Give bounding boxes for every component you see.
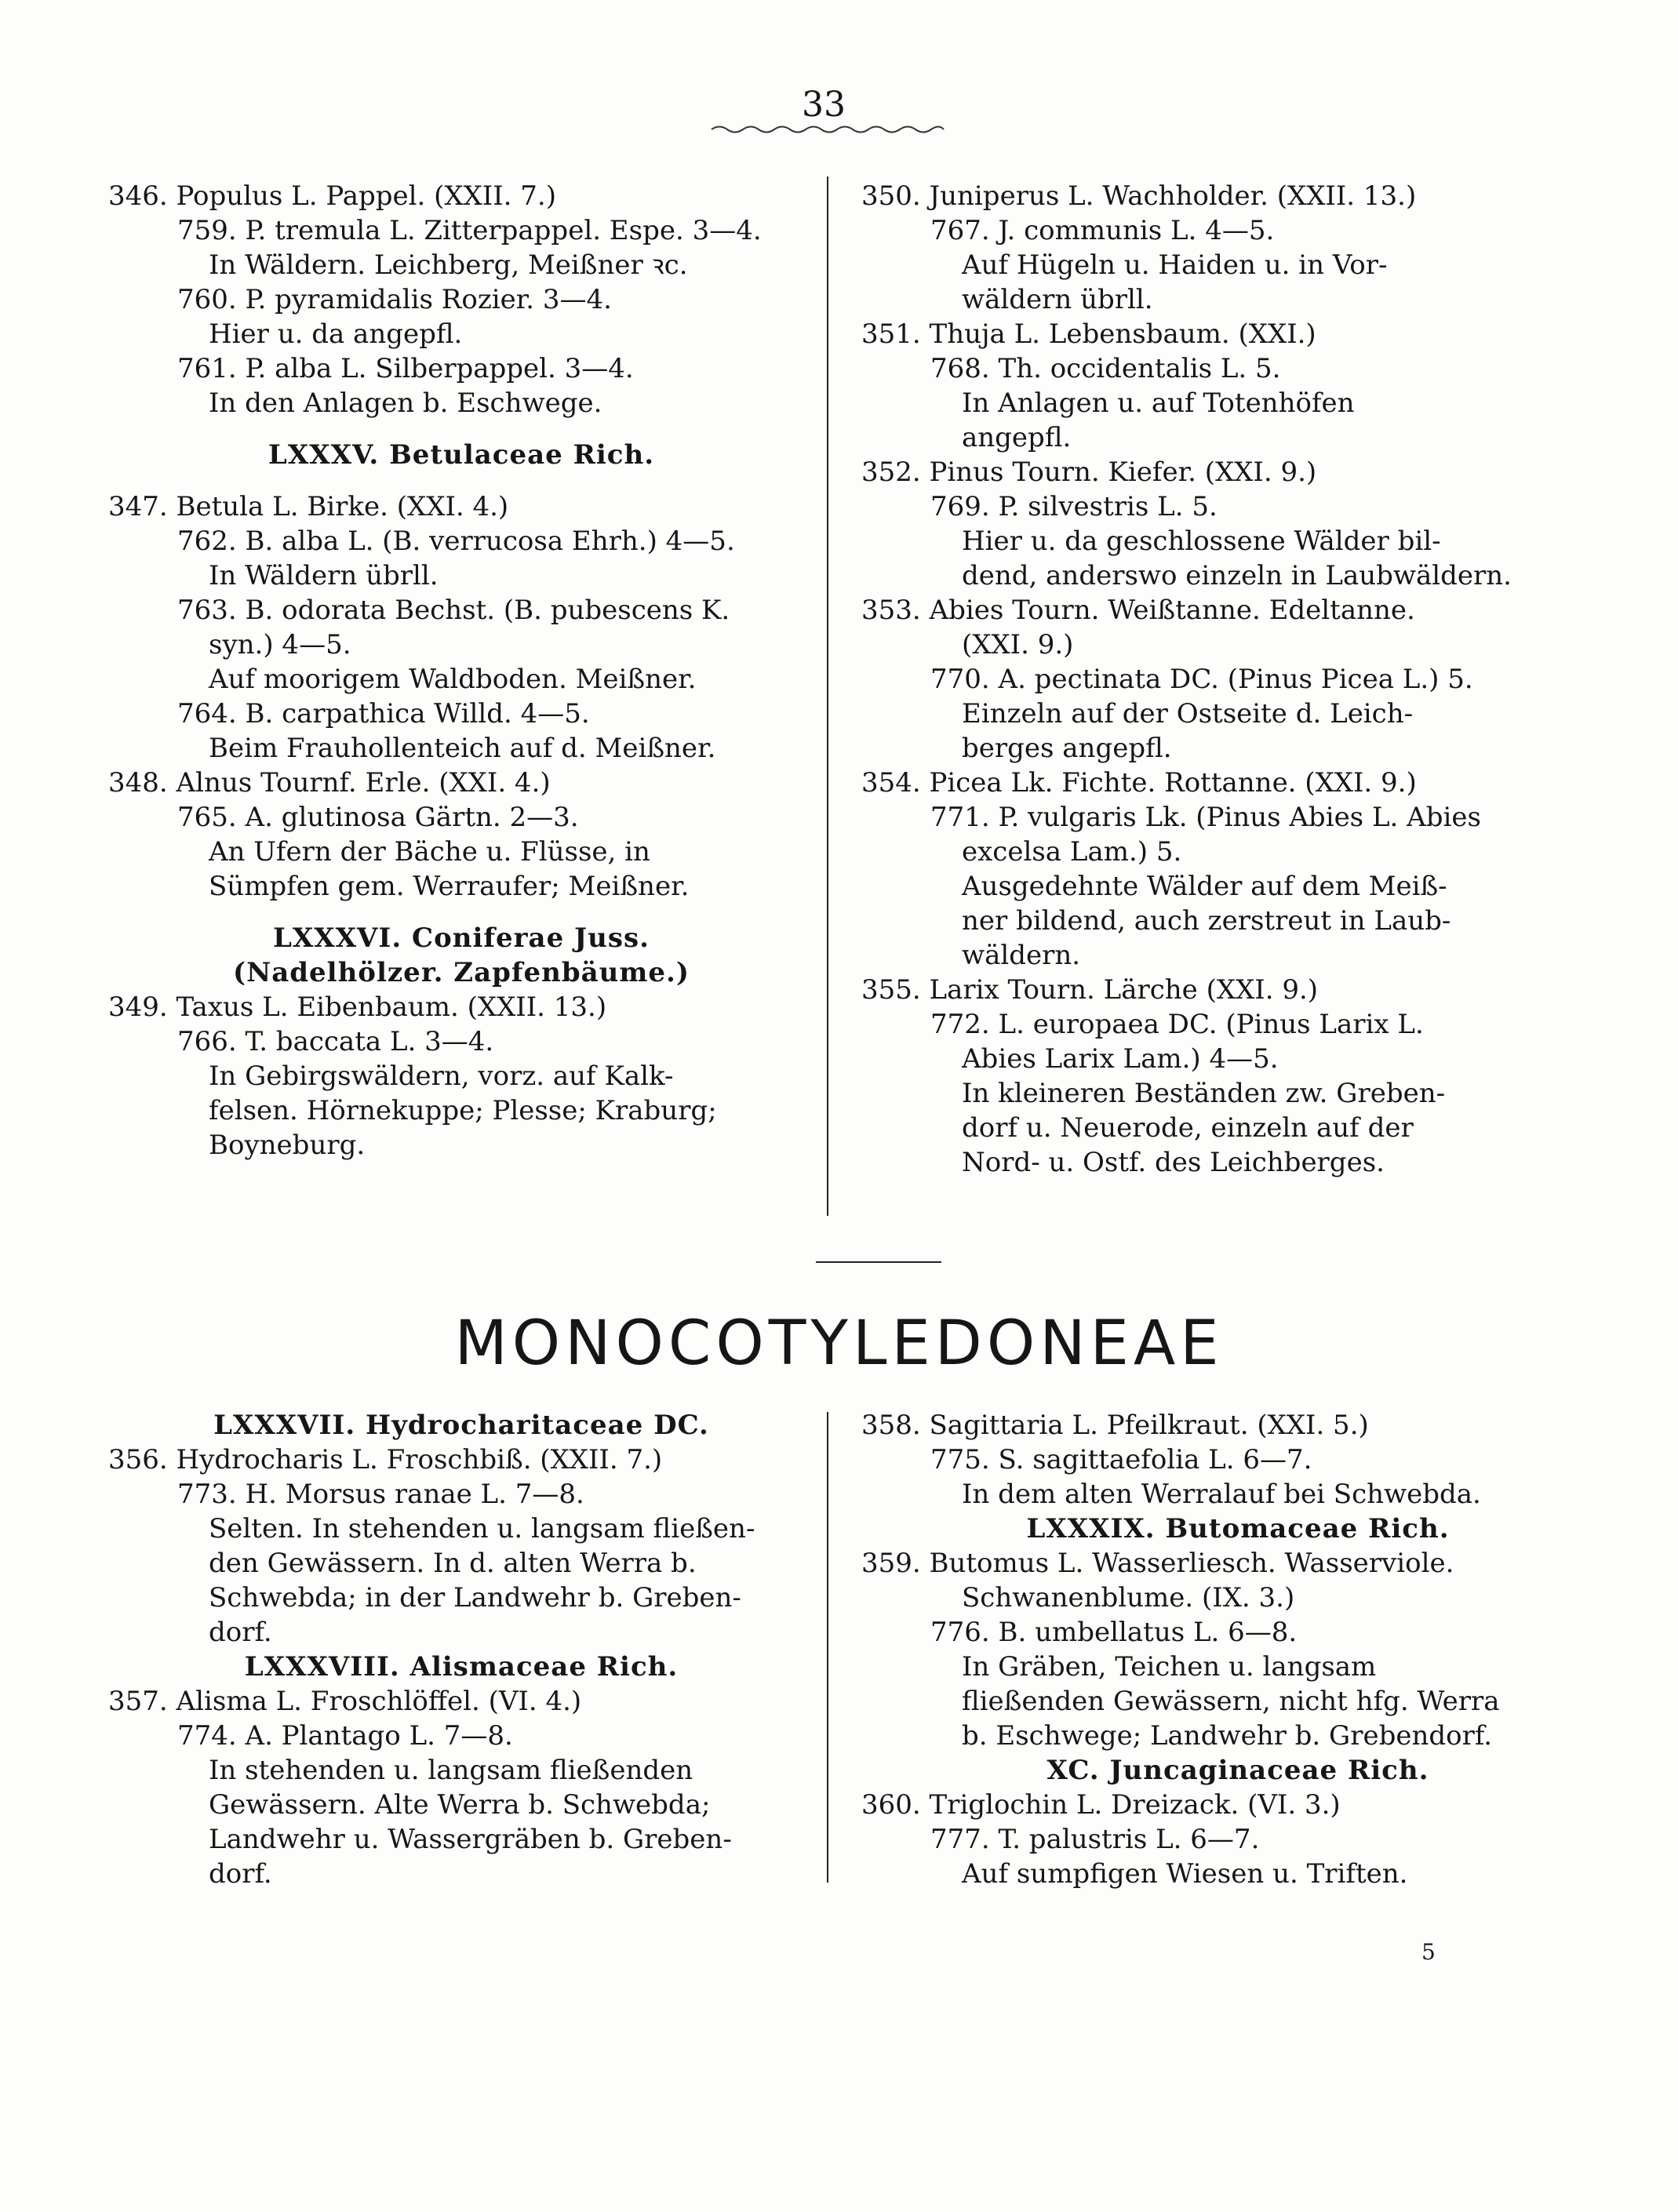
- entry-line: Selten. In stehenden u. langsam fließen-: [209, 1513, 755, 1544]
- entry-line: 355. Larix Tourn. Lärche (XXI. 9.): [861, 974, 1319, 1006]
- section-rule: [816, 1261, 941, 1263]
- family-heading: XC. Juncaginaceae Rich.: [1046, 1755, 1429, 1786]
- entry-line: Auf Hügeln u. Haiden u. in Vor-: [962, 249, 1388, 281]
- entry-line: Hier u. da angepfl.: [209, 318, 463, 350]
- spacer: [108, 420, 814, 438]
- entry-line: 777. T. palustris L. 6—7.: [930, 1824, 1260, 1855]
- entry-line: Schwanenblume. (IX. 3.): [962, 1582, 1295, 1614]
- entry-line: fließenden Gewässern, nicht hfg. Werra: [962, 1686, 1500, 1717]
- entry-line: 349. Taxus L. Eibenbaum. (XXII. 13.): [108, 991, 607, 1023]
- entry-line: 353. Abies Tourn. Weißtanne. Edeltanne.: [861, 595, 1415, 626]
- entry-line: In Gebirgswäldern, vorz. auf Kalk-: [209, 1061, 674, 1092]
- entry-line: 776. B. umbellatus L. 6—8.: [930, 1617, 1298, 1648]
- entry-line: In stehenden u. langsam fließenden: [209, 1755, 693, 1786]
- entry-line: 768. Th. occidentalis L. 5.: [930, 353, 1281, 384]
- entry-line: 764. B. carpathica Willd. 4—5.: [177, 698, 590, 729]
- column-divider-bottom: [827, 1412, 828, 1883]
- entry-line: 766. T. baccata L. 3—4.: [177, 1026, 494, 1057]
- family-heading: LXXXVII. Hydrocharitaceae DC.: [213, 1410, 709, 1441]
- bottom-right-column: [861, 1408, 1614, 1891]
- entry-line: berges angepfl.: [962, 733, 1172, 764]
- top-left-column: [108, 179, 814, 1162]
- entry-line: 346. Populus L. Pappel. (XXII. 7.): [108, 180, 556, 212]
- page-number: 33: [802, 85, 846, 125]
- entry-line: 765. A. glutinosa Gärtn. 2—3.: [177, 802, 579, 833]
- entry-line: 775. S. sagittaefolia L. 6—7.: [930, 1444, 1312, 1475]
- entry-line: Hier u. da geschlossene Wälder bil-: [962, 526, 1441, 557]
- entry-line: syn.) 4—5.: [209, 629, 351, 660]
- entry-line: Einzeln auf der Ostseite d. Leich-: [962, 698, 1414, 729]
- entry-line: 351. Thuja L. Lebensbaum. (XXI.): [861, 318, 1316, 350]
- entry-line: dorf.: [209, 1617, 272, 1648]
- entry-line: Abies Larix Lam.) 4—5.: [962, 1043, 1279, 1075]
- entry-line: Ausgedehnte Wälder auf dem Meiß-: [962, 871, 1447, 902]
- entry-line: 356. Hydrocharis L. Froschbiß. (XXII. 7.): [108, 1444, 663, 1475]
- entry-line: 772. L. europaea DC. (Pinus Larix L.: [930, 1009, 1424, 1040]
- entry-line: wäldern.: [962, 940, 1081, 971]
- entry-line: 759. P. tremula L. Zitterpappel. Espe. 3—4.: [177, 215, 762, 246]
- entry-line: wäldern übrll.: [962, 284, 1153, 315]
- family-heading: LXXXVI. Coniferae Juss.: [273, 922, 650, 954]
- entry-line: In dem alten Werralauf bei Schwebda.: [962, 1479, 1481, 1510]
- entry-line: 771. P. vulgaris Lk. (Pinus Abies L. Abies: [930, 802, 1481, 833]
- entry-line: 763. B. odorata Bechst. (B. pubescens K.: [177, 595, 730, 626]
- entry-line: felsen. Hörnekuppe; Plesse; Kraburg;: [209, 1095, 717, 1126]
- entry-line: 770. A. pectinata DC. (Pinus Picea L.) 5.: [930, 664, 1473, 695]
- entry-line: Gewässern. Alte Werra b. Schwebda;: [209, 1789, 711, 1821]
- entry-line: excelsa Lam.) 5.: [962, 836, 1182, 868]
- entry-line: 774. A. Plantago L. 7—8.: [177, 1720, 513, 1752]
- family-heading: LXXXIX. Butomaceae Rich.: [1026, 1513, 1450, 1544]
- section-title: MONOCOTYLEDONEAE: [454, 1308, 1224, 1379]
- entry-line: 347. Betula L. Birke. (XXI. 4.): [108, 491, 509, 522]
- family-heading: LXXXV. Betulaceae Rich.: [268, 439, 655, 471]
- bottom-left-column: [108, 1408, 814, 1891]
- entry-line: 760. P. pyramidalis Rozier. 3—4.: [177, 284, 612, 315]
- ornament-divider: [710, 124, 945, 135]
- entry-line: 357. Alisma L. Froschlöffel. (VI. 4.): [108, 1686, 582, 1717]
- entry-line: 761. P. alba L. Silberpappel. 3—4.: [177, 353, 634, 384]
- entry-line: ner bildend, auch zerstreut in Laub-: [962, 905, 1451, 937]
- entry-line: 767. J. communis L. 4—5.: [930, 215, 1275, 246]
- family-heading: LXXXVIII. Alismaceae Rich.: [244, 1651, 679, 1683]
- entry-line: Landwehr u. Wassergräben b. Greben-: [209, 1824, 732, 1855]
- entry-line: In den Anlagen b. Eschwege.: [209, 387, 602, 419]
- entry-line: Auf sumpfigen Wiesen u. Triften.: [962, 1858, 1408, 1890]
- entry-line: (XXI. 9.): [962, 629, 1074, 660]
- entry-line: dorf u. Neuerode, einzeln auf der: [962, 1112, 1414, 1144]
- entry-line: In Anlagen u. auf Totenhöfen: [962, 387, 1355, 419]
- entry-line: 358. Sagittaria L. Pfeilkraut. (XXI. 5.): [861, 1410, 1369, 1441]
- entry-line: An Ufern der Bäche u. Flüsse, in: [209, 836, 650, 868]
- entry-line: dend, anderswo einzeln in Laubwäldern.: [962, 560, 1512, 591]
- entry-line: 360. Triglochin L. Dreizack. (VI. 3.): [861, 1789, 1341, 1821]
- entry-line: In Wäldern übrll.: [209, 560, 439, 591]
- entry-line: Sümpfen gem. Werraufer; Meißner.: [209, 871, 690, 902]
- entry-line: Nord- u. Ostf. des Leichberges.: [962, 1147, 1385, 1178]
- entry-line: 352. Pinus Tourn. Kiefer. (XXI. 9.): [861, 457, 1317, 488]
- spacer: [108, 904, 814, 921]
- entry-line: 354. Picea Lk. Fichte. Rottanne. (XXI. 9.): [861, 767, 1417, 799]
- entry-line: den Gewässern. In d. alten Werra b.: [209, 1548, 697, 1579]
- signature-mark: 5: [1421, 1939, 1436, 1965]
- entry-line: In Gräben, Teichen u. langsam: [962, 1651, 1377, 1683]
- column-divider-top: [827, 176, 828, 1216]
- entry-line: angepfl.: [962, 422, 1072, 453]
- entry-line: 359. Butomus L. Wasserliesch. Wasserviole.: [861, 1548, 1454, 1579]
- entry-line: In Wäldern. Leichberg, Meißner ꝛc.: [209, 249, 688, 281]
- entry-line: 769. P. silvestris L. 5.: [930, 491, 1218, 522]
- entry-line: In kleineren Beständen zw. Greben-: [962, 1078, 1446, 1109]
- entry-line: Boyneburg.: [209, 1130, 366, 1161]
- entry-line: b. Eschwege; Landwehr b. Grebendorf.: [962, 1720, 1493, 1752]
- spacer: [108, 472, 814, 489]
- entry-line: 350. Juniperus L. Wachholder. (XXII. 13.): [861, 180, 1417, 212]
- entry-line: Auf moorigem Waldboden. Meißner.: [209, 664, 697, 695]
- entry-line: 348. Alnus Tournf. Erle. (XXI. 4.): [108, 767, 551, 799]
- entry-line: Schwebda; in der Landwehr b. Greben-: [209, 1582, 741, 1614]
- entry-line: Beim Frauhollenteich auf d. Meißner.: [209, 733, 716, 764]
- family-heading: (Nadelhölzer. Zapfenbäume.): [233, 957, 690, 988]
- entry-line: 773. H. Morsus ranae L. 7—8.: [177, 1479, 584, 1510]
- entry-line: dorf.: [209, 1858, 272, 1890]
- entry-line: 762. B. alba L. (B. verrucosa Ehrh.) 4—5.: [177, 526, 735, 557]
- top-right-column: [861, 179, 1614, 1180]
